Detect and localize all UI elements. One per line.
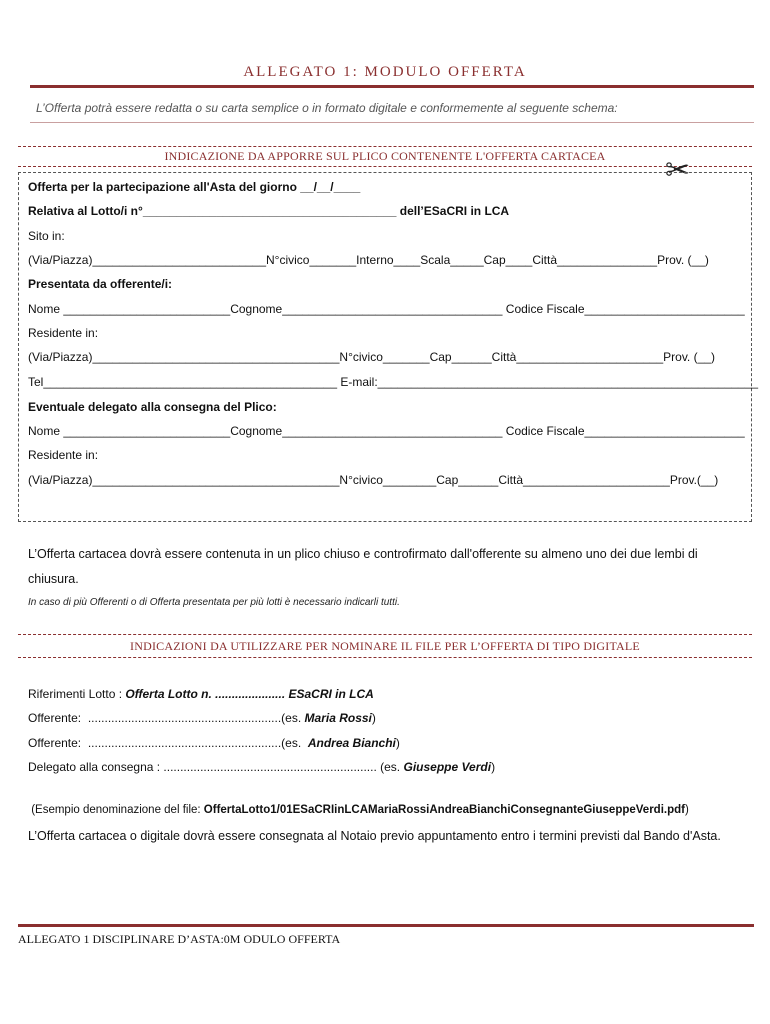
form-line-auction-date: Offerta per la partecipazione all'Asta del giorno __/__/____: [28, 180, 361, 194]
form-line-bidder-address: (Via/Piazza)_____________________________________N°civico_______Cap______Città______________________Prov. (__): [28, 350, 715, 364]
scissors-icon: ✂: [665, 154, 691, 187]
section1-bottom-dash: [18, 166, 752, 167]
form-line-contacts: Tel____________________________________________ E-mail:_________________________________________________________: [28, 375, 759, 389]
form-line-site-label: Sito in:: [28, 229, 65, 243]
section2-bottom-dash: [18, 657, 752, 658]
form-line-bidder-name: Nome _________________________Cognome_________________________________ Codice Fiscale________________________: [28, 302, 745, 316]
title-rule: [30, 85, 754, 88]
paper-offer-note: L’Offerta cartacea dovrà essere contenuta in un plico chiuso e controfirmato dall'offerente su almeno uno dei due lembi di chiusura.: [28, 547, 698, 586]
footer-text: ALLEGATO 1 DISCIPLINARE D’ASTA:0M ODULO OFFERTA: [18, 932, 341, 946]
form-line-delegate-name: Nome _________________________Cognome_________________________________ Codice Fiscale________________________: [28, 424, 745, 438]
ref-lot: Riferimenti Lotto : Offerta Lotto n. ..................... ESaCRI in LCA: [28, 687, 374, 701]
form-line-delegate-resident: Residente in:: [28, 448, 99, 462]
intro-text: L’Offerta potrà essere redatta o su carta semplice o in formato digitale e conformemente al seguente schema:: [36, 101, 618, 115]
footer-rule: [18, 924, 754, 927]
section1-top-dash: [18, 146, 752, 147]
ref-bidder-1: Offerente: ..........................................................(es. Maria Rossi): [28, 711, 376, 725]
multiple-offer-note: In caso di più Offerenti o di Offerta presentata per più lotti è necessario indicarli tutti.: [28, 597, 400, 608]
form-line-resident-label: Residente in:: [28, 326, 99, 340]
intro-rule: [30, 122, 754, 123]
ref-delegate: Delegato alla consegna : ................................................................ (es. Giuseppe Verdi): [28, 760, 496, 774]
form-line-delegate-address: (Via/Piazza)_____________________________________N°civico________Cap______Città______________________Prov.(__): [28, 473, 719, 487]
section2-top-dash: [18, 634, 752, 635]
section1-title: INDICAZIONE DA APPORRE SUL PLICO CONTENENTE L'OFFERTA CARTACEA: [164, 149, 606, 163]
envelope-label-box: [18, 172, 752, 522]
form-line-presented-by: Presentata da offerente/i:: [28, 277, 173, 291]
ref-bidder-2: Offerente: ..........................................................(es. Andrea Bianchi): [28, 736, 400, 750]
form-line-delegate-label: Eventuale delegato alla consegna del Plico:: [28, 400, 277, 414]
form-line-lot: Relativa al Lotto/i n°______________________________________ dell’ESaCRI in LCA: [28, 204, 510, 218]
delivery-note: L’Offerta cartacea o digitale dovrà essere consegnata al Notaio previo appuntamento entro i termini previsti dal Bando d'Asta.: [28, 829, 721, 843]
section2-title: INDICAZIONI DA UTILIZZARE PER NOMINARE IL FILE PER L’OFFERTA DI TIPO DIGITALE: [130, 639, 640, 653]
form-line-site-address: (Via/Piazza)__________________________N°civico_______Interno____Scala_____Cap____Città_______________Prov. (__): [28, 253, 709, 267]
file-name-example: (Esempio denominazione del file: OffertaLotto1/01ESaCRIinLCAMariaRossiAndreaBianchiConsegnanteGiuseppeVerdi.pdf): [28, 804, 689, 816]
page-title: ALLEGATO 1: MODULO OFFERTA: [243, 64, 527, 80]
